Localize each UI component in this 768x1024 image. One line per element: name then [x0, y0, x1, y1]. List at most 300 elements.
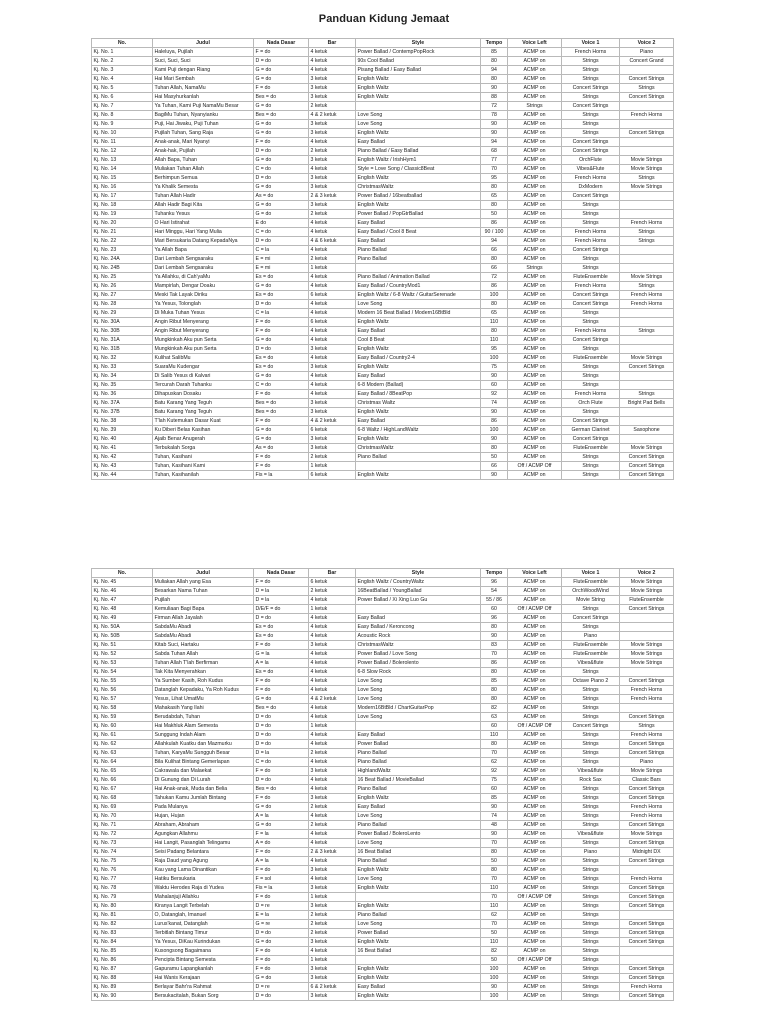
cell-style: Love Song — [356, 713, 481, 722]
cell-voice-2: Movie Strings — [620, 587, 674, 596]
cell-nada-dasar: F = do — [254, 327, 309, 336]
cell-no: Kj. No. 63 — [92, 749, 153, 758]
table-row — [92, 192, 674, 201]
table-row — [92, 444, 674, 453]
cell-style: English Waltz — [356, 866, 481, 875]
cell-judul: Di Gunung dan Di Lurah — [153, 776, 254, 785]
cell-bar: 3 ketuk — [309, 767, 356, 776]
cell-voice-1: Concert Strings — [562, 722, 620, 731]
cell-judul: Allahkulah Kuatku dan Mazmurku — [153, 740, 254, 749]
cell-tempo: 60 — [481, 381, 508, 390]
cell-bar: 4 ketuk — [309, 300, 356, 309]
cell-tempo: 80 — [481, 300, 508, 309]
cell-voice-2 — [620, 668, 674, 677]
cell-tempo: 86 — [481, 219, 508, 228]
col-header-style: Style — [356, 569, 481, 578]
cell-bar: 4 ketuk — [309, 57, 356, 66]
table-row — [92, 902, 674, 911]
cell-judul: Hai Makhluk Alam Semesta — [153, 722, 254, 731]
table-row — [92, 318, 674, 327]
cell-voice-left: ACMP on — [508, 174, 562, 183]
col-header-voice-left: Voice Left — [508, 569, 562, 578]
cell-voice-2: Concert Strings — [620, 929, 674, 938]
cell-style: Easy Ballad — [356, 731, 481, 740]
cell-nada-dasar: Bes = do — [254, 785, 309, 794]
cell-voice-1: Strings — [562, 471, 620, 480]
cell-judul: Tuhan, Kasihanilah — [153, 471, 254, 480]
cell-nada-dasar: D = do — [254, 57, 309, 66]
cell-voice-left: ACMP on — [508, 776, 562, 785]
table-row — [92, 129, 674, 138]
cell-voice-left: ACMP on — [508, 920, 562, 929]
cell-style: English Waltz — [356, 992, 481, 1001]
cell-voice-2: French Horns — [620, 111, 674, 120]
cell-tempo: 110 — [481, 938, 508, 947]
cell-bar: 3 ketuk — [309, 183, 356, 192]
table-row — [92, 453, 674, 462]
cell-nada-dasar: C = do — [254, 381, 309, 390]
cell-voice-left: ACMP on — [508, 821, 562, 830]
cell-judul: Mahalanjuji Allahku — [153, 893, 254, 902]
cell-voice-1: Strings — [562, 839, 620, 848]
cell-judul: Hai Langit, Pasanglah Telingamu — [153, 839, 254, 848]
cell-tempo: 110 — [481, 318, 508, 327]
cell-judul: Angin Ribut Menyerang — [153, 327, 254, 336]
table-row — [92, 435, 674, 444]
cell-tempo: 100 — [481, 965, 508, 974]
cell-style: Piano Ballad — [356, 821, 481, 830]
cell-voice-2: Concert Strings — [620, 893, 674, 902]
cell-bar: 3 ketuk — [309, 866, 356, 875]
cell-tempo: 100 — [481, 974, 508, 983]
cell-bar: 4 ketuk — [309, 686, 356, 695]
cell-voice-2: Movie Strings — [620, 183, 674, 192]
table-body-2 — [92, 578, 674, 1001]
cell-no: Kj. No. 50B — [92, 632, 153, 641]
cell-bar: 3 ketuk — [309, 641, 356, 650]
cell-voice-left: ACMP on — [508, 399, 562, 408]
cell-judul: Pada Mulanya — [153, 803, 254, 812]
cell-voice-1: French Horns — [562, 228, 620, 237]
cell-no: Kj. No. 60 — [92, 722, 153, 731]
cell-voice-left: ACMP on — [508, 363, 562, 372]
cell-no: Kj. No. 34 — [92, 372, 153, 381]
cell-style: Piano Ballad — [356, 857, 481, 866]
cell-voice-1: Strings — [562, 111, 620, 120]
cell-nada-dasar: F = do — [254, 848, 309, 857]
cell-tempo: 80 — [481, 327, 508, 336]
table-row — [92, 237, 674, 246]
cell-voice-1: Strings — [562, 318, 620, 327]
song-table-1 — [91, 38, 674, 480]
table-row — [92, 929, 674, 938]
cell-no: Kj. No. 77 — [92, 875, 153, 884]
cell-tempo: 100 — [481, 426, 508, 435]
cell-judul: Pujilah — [153, 596, 254, 605]
cell-bar: 3 ketuk — [309, 408, 356, 417]
cell-bar: 4 ketuk — [309, 282, 356, 291]
cell-bar: 2 ketuk — [309, 821, 356, 830]
cell-no: Kj. No. 27 — [92, 291, 153, 300]
table-row — [92, 75, 674, 84]
cell-tempo: 90 — [481, 84, 508, 93]
cell-style: Piano Ballad — [356, 453, 481, 462]
table-header-row — [92, 569, 674, 578]
cell-voice-1: Strings — [562, 740, 620, 749]
cell-voice-left: ACMP on — [508, 713, 562, 722]
cell-voice-1: Strings — [562, 893, 620, 902]
cell-no: Kj. No. 40 — [92, 435, 153, 444]
cell-nada-dasar: D = re — [254, 902, 309, 911]
table-row — [92, 156, 674, 165]
table-row — [92, 138, 674, 147]
cell-bar: 4 ketuk — [309, 165, 356, 174]
cell-voice-left: Strings — [508, 264, 562, 273]
cell-bar: 4 ketuk — [309, 875, 356, 884]
cell-nada-dasar: C = do — [254, 165, 309, 174]
cell-style: English Waltz — [356, 794, 481, 803]
cell-no: Kj. No. 58 — [92, 704, 153, 713]
cell-judul: Tuhanku Yesus — [153, 210, 254, 219]
cell-tempo: 86 — [481, 659, 508, 668]
cell-judul: Ku Diberi Belas Kasihan — [153, 426, 254, 435]
cell-tempo: 82 — [481, 704, 508, 713]
cell-style: Power Ballad — [356, 929, 481, 938]
cell-voice-left: ACMP on — [508, 740, 562, 749]
cell-tempo: 90 — [481, 372, 508, 381]
cell-voice-1: Strings — [562, 929, 620, 938]
col-header-no: No. — [92, 39, 153, 48]
cell-voice-left: ACMP on — [508, 614, 562, 623]
cell-voice-2: Saxophone — [620, 426, 674, 435]
cell-voice-left: ACMP on — [508, 749, 562, 758]
cell-nada-dasar: G = do — [254, 974, 309, 983]
cell-voice-1: Strings — [562, 713, 620, 722]
cell-voice-1: Strings — [562, 57, 620, 66]
cell-voice-2: Midnight DX — [620, 848, 674, 857]
cell-style: ChristmasWaltz — [356, 183, 481, 192]
table-row — [92, 848, 674, 857]
cell-nada-dasar: G = do — [254, 426, 309, 435]
cell-voice-left: ACMP on — [508, 318, 562, 327]
cell-voice-2: Movie Strings — [620, 650, 674, 659]
cell-bar: 6 ketuk — [309, 578, 356, 587]
cell-bar: 4 ketuk — [309, 659, 356, 668]
table-row — [92, 605, 674, 614]
table-row — [92, 785, 674, 794]
cell-judul: Besarkan Nama Tuhan — [153, 587, 254, 596]
cell-voice-2: Concert Strings — [620, 93, 674, 102]
cell-voice-2: French Horns — [620, 291, 674, 300]
cell-no: Kj. No. 31B — [92, 345, 153, 354]
cell-judul: Tak Kita Menyerahkan — [153, 668, 254, 677]
cell-tempo: 100 — [481, 992, 508, 1001]
cell-nada-dasar: C = la — [254, 309, 309, 318]
cell-voice-1: Strings — [562, 749, 620, 758]
cell-voice-1: French Horns — [562, 237, 620, 246]
cell-voice-2: Concert Strings — [620, 713, 674, 722]
cell-nada-dasar: Es = do — [254, 623, 309, 632]
cell-voice-left: ACMP on — [508, 165, 562, 174]
cell-bar: 2 ketuk — [309, 587, 356, 596]
cell-judul: SabdaMu Abadi — [153, 632, 254, 641]
table-row — [92, 641, 674, 650]
cell-no: Kj. No. 72 — [92, 830, 153, 839]
table-row — [92, 300, 674, 309]
cell-voice-1: Strings — [562, 408, 620, 417]
cell-no: Kj. No. 28 — [92, 300, 153, 309]
cell-bar: 3 ketuk — [309, 345, 356, 354]
cell-voice-left: ACMP on — [508, 66, 562, 75]
cell-nada-dasar: G = do — [254, 75, 309, 84]
cell-tempo: 94 — [481, 66, 508, 75]
cell-tempo: 54 — [481, 587, 508, 596]
cell-bar: 4 ketuk — [309, 390, 356, 399]
cell-voice-1: French Horns — [562, 282, 620, 291]
cell-voice-2: Concert Strings — [620, 938, 674, 947]
cell-tempo: 70 — [481, 875, 508, 884]
cell-bar: 4 & 2 ketuk — [309, 695, 356, 704]
cell-style: Power Ballad / 16beatballad — [356, 192, 481, 201]
cell-tempo: 95 — [481, 345, 508, 354]
table-row — [92, 686, 674, 695]
cell-style: English Waltz — [356, 471, 481, 480]
cell-no: Kj. No. 9 — [92, 120, 153, 129]
cell-no: Kj. No. 52 — [92, 650, 153, 659]
cell-nada-dasar: D = do — [254, 992, 309, 1001]
table-row — [92, 965, 674, 974]
cell-style: Love Song — [356, 812, 481, 821]
cell-nada-dasar: F = do — [254, 965, 309, 974]
cell-voice-2 — [620, 345, 674, 354]
cell-voice-2 — [620, 192, 674, 201]
cell-tempo: 72 — [481, 273, 508, 282]
cell-judul: Ya Sumber Kasih, Roh Kudus — [153, 677, 254, 686]
cell-no: Kj. No. 50A — [92, 623, 153, 632]
cell-nada-dasar: Es = do — [254, 363, 309, 372]
cell-tempo: 96 — [481, 614, 508, 623]
cell-voice-1: Movie String — [562, 596, 620, 605]
cell-voice-left: Off / ACMP Off — [508, 956, 562, 965]
cell-voice-2 — [620, 866, 674, 875]
cell-voice-2: Concert Strings — [620, 992, 674, 1001]
cell-voice-left: ACMP on — [508, 354, 562, 363]
cell-voice-left: ACMP on — [508, 812, 562, 821]
cell-judul: Bersukacitalah, Bukan Sorg — [153, 992, 254, 1001]
cell-bar: 4 ketuk — [309, 839, 356, 848]
cell-no: Kj. No. 57 — [92, 695, 153, 704]
cell-judul: Tuhan Allah Hadir — [153, 192, 254, 201]
cell-bar: 3 ketuk — [309, 794, 356, 803]
cell-voice-2: French Horns — [620, 983, 674, 992]
cell-style: HighlandWaltz — [356, 767, 481, 776]
cell-voice-left: ACMP on — [508, 201, 562, 210]
col-header-voice-2: Voice 2 — [620, 39, 674, 48]
cell-voice-2: Strings — [620, 228, 674, 237]
cell-voice-left: ACMP on — [508, 704, 562, 713]
table-row — [92, 677, 674, 686]
col-header-bar: Bar — [309, 569, 356, 578]
cell-judul: Mari Bersukaria Datang KepadaNya — [153, 237, 254, 246]
cell-judul: Ya Tuhan, Kami Puji NamaMu Besar — [153, 102, 254, 111]
cell-voice-2: Movie Strings — [620, 641, 674, 650]
table-row — [92, 309, 674, 318]
cell-nada-dasar: F = do — [254, 318, 309, 327]
cell-voice-left: ACMP on — [508, 57, 562, 66]
cell-no: Kj. No. 76 — [92, 866, 153, 875]
cell-no: Kj. No. 5 — [92, 84, 153, 93]
cell-no: Kj. No. 10 — [92, 129, 153, 138]
cell-tempo: 50 — [481, 210, 508, 219]
cell-voice-2: Piano — [620, 48, 674, 57]
table-row — [92, 632, 674, 641]
table-row — [92, 866, 674, 875]
cell-style: Modern16BtBld / ChartGuitarPop — [356, 704, 481, 713]
table-row — [92, 462, 674, 471]
cell-voice-left: ACMP on — [508, 444, 562, 453]
cell-bar: 2 ketuk — [309, 255, 356, 264]
table-row — [92, 84, 674, 93]
table-row — [92, 668, 674, 677]
cell-no: Kj. No. 37A — [92, 399, 153, 408]
cell-no: Kj. No. 7 — [92, 102, 153, 111]
cell-judul: Gapuramu Lapangkanlah — [153, 965, 254, 974]
col-header-bar: Bar — [309, 39, 356, 48]
cell-bar: 4 ketuk — [309, 372, 356, 381]
cell-style: English Waltz — [356, 435, 481, 444]
cell-no: Kj. No. 24A — [92, 255, 153, 264]
cell-voice-2 — [620, 704, 674, 713]
cell-tempo: 55 / 86 — [481, 596, 508, 605]
cell-voice-1: Strings — [562, 731, 620, 740]
cell-no: Kj. No. 16 — [92, 183, 153, 192]
cell-voice-2: Concert Strings — [620, 857, 674, 866]
cell-voice-left: Off / ACMP Off — [508, 722, 562, 731]
table-row — [92, 992, 674, 1001]
cell-voice-2: Concert Strings — [620, 129, 674, 138]
cell-tempo: 75 — [481, 776, 508, 785]
cell-bar: 4 ketuk — [309, 812, 356, 821]
cell-style: Power Ballad / ContempPopRock — [356, 48, 481, 57]
cell-judul: Kemuliaan Bagi Bapa — [153, 605, 254, 614]
cell-voice-1: FluteEnsemble — [562, 578, 620, 587]
cell-voice-1: Strings — [562, 704, 620, 713]
cell-nada-dasar: G = do — [254, 938, 309, 947]
cell-no: Kj. No. 25 — [92, 273, 153, 282]
cell-tempo: 90 — [481, 803, 508, 812]
cell-judul: Muliakan Allah yang Esa — [153, 578, 254, 587]
cell-judul: Terbukalah Sorga — [153, 444, 254, 453]
cell-voice-1: Strings — [562, 66, 620, 75]
cell-nada-dasar: D = la — [254, 749, 309, 758]
cell-bar: 3 ketuk — [309, 120, 356, 129]
cell-style: Piano Ballad — [356, 758, 481, 767]
cell-voice-left: ACMP on — [508, 300, 562, 309]
cell-tempo: 96 — [481, 578, 508, 587]
cell-tempo: 80 — [481, 183, 508, 192]
table-row — [92, 228, 674, 237]
cell-style: Love Song — [356, 875, 481, 884]
cell-judul: Cakrawala dan Malaekat — [153, 767, 254, 776]
cell-judul: Kiranya Langit Terbelah — [153, 902, 254, 911]
table-row — [92, 596, 674, 605]
cell-tempo: 82 — [481, 947, 508, 956]
cell-judul: O Hari Istirahat — [153, 219, 254, 228]
cell-judul: Hai Anak-anak, Muda dan Belia — [153, 785, 254, 794]
cell-nada-dasar: F = do — [254, 641, 309, 650]
cell-nada-dasar: G = do — [254, 201, 309, 210]
cell-tempo: 66 — [481, 264, 508, 273]
cell-bar: 2 & 3 ketuk — [309, 192, 356, 201]
cell-nada-dasar: D = do — [254, 237, 309, 246]
cell-voice-1: Strings — [562, 264, 620, 273]
cell-tempo: 80 — [481, 201, 508, 210]
table-row — [92, 381, 674, 390]
cell-voice-2 — [620, 947, 674, 956]
cell-judul: Agungkan Allahmu — [153, 830, 254, 839]
cell-no: Kj. No. 55 — [92, 677, 153, 686]
cell-tempo: 92 — [481, 390, 508, 399]
cell-bar: 2 ketuk — [309, 147, 356, 156]
cell-no: Kj. No. 41 — [92, 444, 153, 453]
cell-tempo: 70 — [481, 839, 508, 848]
cell-tempo: 70 — [481, 165, 508, 174]
cell-tempo: 86 — [481, 417, 508, 426]
cell-voice-2 — [620, 417, 674, 426]
cell-tempo: 50 — [481, 956, 508, 965]
cell-voice-1: French Horns — [562, 327, 620, 336]
cell-style: Christmas Waltz — [356, 399, 481, 408]
cell-style: Easy Ballad — [356, 219, 481, 228]
cell-nada-dasar: G = do — [254, 435, 309, 444]
cell-voice-2 — [620, 336, 674, 345]
cell-tempo: 110 — [481, 336, 508, 345]
cell-bar: 4 & 2 ketuk — [309, 111, 356, 120]
cell-no: Kj. No. 65 — [92, 767, 153, 776]
cell-voice-2: Concert Strings — [620, 794, 674, 803]
cell-judul: Kulihat SalibMu — [153, 354, 254, 363]
cell-nada-dasar: G = do — [254, 803, 309, 812]
cell-voice-1: DxModern — [562, 183, 620, 192]
cell-voice-left: ACMP on — [508, 596, 562, 605]
cell-nada-dasar: G = la — [254, 650, 309, 659]
cell-voice-2: Strings — [620, 282, 674, 291]
cell-voice-1: Strings — [562, 785, 620, 794]
cell-bar: 4 ketuk — [309, 228, 356, 237]
cell-judul: Pujilah Tuhan, Sang Raja — [153, 129, 254, 138]
cell-nada-dasar: F = do — [254, 947, 309, 956]
cell-bar: 4 ketuk — [309, 857, 356, 866]
table-row — [92, 408, 674, 417]
cell-voice-left: Off / ACMP Off — [508, 893, 562, 902]
cell-voice-left: ACMP on — [508, 192, 562, 201]
col-header-judul: Judul — [153, 569, 254, 578]
cell-judul: Firman Allah Jayalah — [153, 614, 254, 623]
cell-nada-dasar: A = la — [254, 812, 309, 821]
cell-voice-1: FluteEnsemble — [562, 641, 620, 650]
cell-voice-1: Concert Strings — [562, 246, 620, 255]
cell-nada-dasar: As = do — [254, 192, 309, 201]
cell-voice-2 — [620, 102, 674, 111]
table-row — [92, 345, 674, 354]
cell-tempo: 60 — [481, 605, 508, 614]
cell-voice-left: ACMP on — [508, 947, 562, 956]
cell-voice-2: Movie Strings — [620, 354, 674, 363]
cell-nada-dasar: F = do — [254, 453, 309, 462]
cell-voice-2: Strings — [620, 237, 674, 246]
cell-voice-left: ACMP on — [508, 641, 562, 650]
cell-voice-2 — [620, 246, 674, 255]
